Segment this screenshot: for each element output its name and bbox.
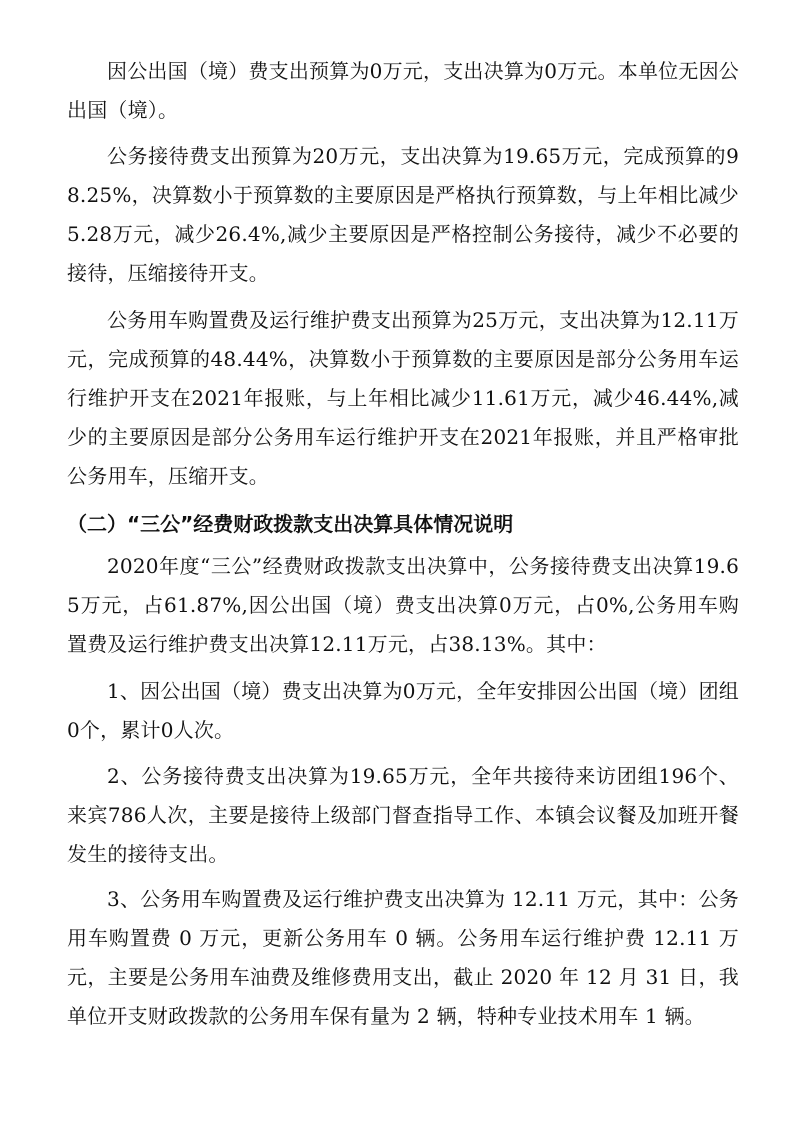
section-heading: （二）“三公”经费财政拨款支出决算具体情况说明 [67,512,514,536]
paragraph-overseas-travel: 因公出国（境）费支出预算为0万元，支出决算为0万元。本单位无因公出国（境）。 [67,59,739,122]
paragraph-item-2: 2、公务接待费支出决算为19.65万元，全年共接待来访团组196个、来宾786人次，主要是接待上级部门督查指导工作、本镇会议餐及加班开餐发生的接待支出。 [67,764,739,866]
paragraph-item-1: 1、因公出国（境）费支出决算为0万元，全年安排因公出国（境）团组0个，累计0人次。 [67,679,739,742]
paragraph-item-3: 3、公务用车购置费及运行维护费支出决算为 12.11 万元，其中：公务用车购置费 0 万元，更新公务用车 0 辆。公务用车运行维护费 12.11 万元，主要是公务用车油费及维修费用支出，截止 2020 年 12 月 31 日，我单位开支财政拨款的公务用车保有量为 2 辆，特种专业技术用车 1 辆。 [67,887,739,1028]
paragraph-vehicle-budget: 公务用车购置费及运行维护费支出预算为25万元，支出决算为12.11万元，完成预算的48.44%，决算数小于预算数的主要原因是部分公务用车运行维护开支在2021年报账，与上年相比减少11.61万元，减少46.44%,减少的主要原因是部分公务用车运行维护开支在2021年报账，并且严格审批公务用车，压缩开支。 [67,308,739,488]
paragraph-summary: 2020年度“三公”经费财政拨款支出决算中，公务接待费支出决算19.65万元，占61.87%,因公出国（境）费支出决算0万元，占0%,公务用车购置费及运行维护费支出决算12.11万元，占38.13%。其中： [67,554,739,656]
paragraph-reception-budget: 公务接待费支出预算为20万元，支出决算为19.65万元，完成预算的98.25%，决算数小于预算数的主要原因是严格执行预算数，与上年相比减少5.28万元，减少26.4%,减少主要原因是严格控制公务接待，减少不必要的接待，压缩接待开支。 [67,144,739,285]
